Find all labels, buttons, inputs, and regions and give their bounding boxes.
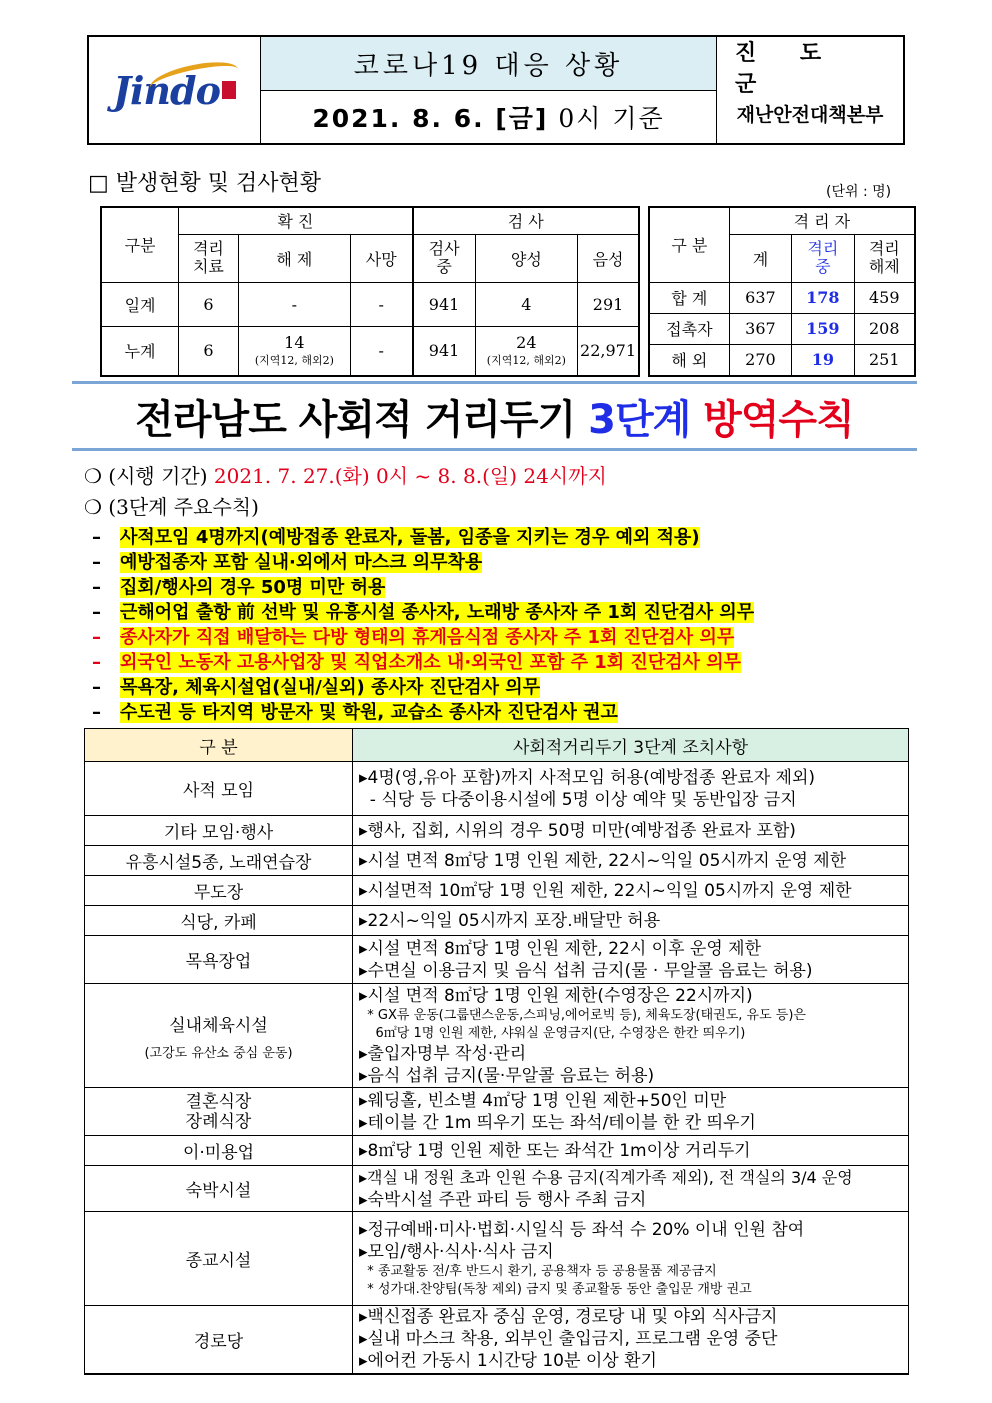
- cell-release-value: 14: [284, 333, 305, 353]
- cell-neg: 22,971: [578, 326, 639, 376]
- cell-death: -: [350, 282, 412, 326]
- table-row: [101, 282, 639, 326]
- report-date-bold: 2021. 8. 6. [금]: [312, 104, 549, 133]
- rule-item: – 목욕장, 체육시설업(실내/실외) 종사자 진단검사 의무: [92, 677, 541, 698]
- table-row: [649, 313, 915, 344]
- cell-released: 459: [854, 282, 915, 313]
- cell-pos-sub: (지역12, 해외2): [486, 354, 566, 368]
- col-head-during: 격리 중: [792, 234, 854, 282]
- banner-part3: 방역수칙: [703, 397, 854, 443]
- key-rules-label: ❍ (3단계 주요수칙): [84, 495, 259, 519]
- cell-during: 19: [792, 344, 854, 376]
- rule-item: – 수도권 등 타지역 방문자 및 학원, 교습소 종사자 진단검사 권고: [92, 702, 618, 723]
- row-content: [353, 936, 909, 984]
- row-content: [353, 1306, 909, 1374]
- banner-part2: 3단계: [588, 397, 704, 443]
- cell-treat: 6: [179, 326, 239, 376]
- divider-top: [72, 381, 917, 384]
- row-category: 사적 모임: [85, 762, 353, 816]
- rule-text: 외국인 노동자 고용사업장 및 직업소개소 내·외국인 포함 주 1회 진단검사 의무: [120, 652, 742, 673]
- row-content: [353, 1088, 909, 1136]
- cell-total: 637: [729, 282, 791, 313]
- content-line: * GX류 운동(그룹댄스운동,스피닝,에어로빅 등), 체육도장(태권도, 유도 등)은: [359, 1007, 806, 1023]
- org-name: 진 도 군: [735, 40, 840, 97]
- row-content: [353, 906, 909, 936]
- table-row: [85, 876, 909, 906]
- row-label: 합 계: [649, 282, 729, 313]
- table-row: [101, 326, 639, 376]
- table-row: [85, 762, 909, 816]
- cell-released: 208: [854, 313, 915, 344]
- content-line: * 성가대.찬양팀(독창 제외) 금지 및 종교활동 동안 출입문 개방 권고: [359, 1281, 752, 1297]
- row-content: [353, 876, 909, 906]
- col-head-group: 구분: [101, 207, 179, 282]
- row-content: [353, 1136, 909, 1166]
- cell-treat: 6: [179, 282, 239, 326]
- rule-item: – 외국인 노동자 고용사업장 및 직업소개소 내·외국인 포함 주 1회 진단검사 의무: [92, 652, 742, 673]
- row-label: 누계: [101, 326, 179, 376]
- col-head-isolated: 격 리 자: [729, 207, 915, 234]
- rule-text: 사적모임 4명까지(예방접종 완료자, 돌봄, 임종을 지키는 경우 예외 적용): [120, 527, 700, 548]
- cell-death: -: [350, 326, 412, 376]
- row-content: [353, 984, 909, 1088]
- row-content: [353, 846, 909, 876]
- col-head-test: 검 사: [413, 207, 639, 234]
- table-row: [85, 1166, 909, 1212]
- banner-title: [72, 388, 917, 445]
- section-title: □ 발생현황 및 검사현황: [88, 171, 322, 196]
- org-dept: 재난안전대책본부: [736, 103, 884, 126]
- stats-table-right: [648, 206, 916, 377]
- cell-testing: 941: [413, 326, 476, 376]
- rule-item: – 근해어업 출항 前 선박 및 유흥시설 종사자, 노래방 종사자 주 1회 진단검사 의무: [92, 602, 755, 623]
- cell-release: [238, 326, 350, 376]
- table-row: [85, 984, 909, 1088]
- row-category: 유흥시설5종, 노래연습장: [85, 846, 353, 876]
- table-row: [85, 846, 909, 876]
- col-head-total: 계: [729, 234, 791, 282]
- row-content: [353, 762, 909, 816]
- cell-during: 159: [792, 313, 854, 344]
- content-line: ▸정규예배·미사·법회·시일식 등 좌석 수 20% 이내 인원 참여: [359, 1219, 805, 1240]
- row-label: 해 외: [649, 344, 729, 376]
- page-title: 코로나19 대응 상황: [261, 37, 717, 91]
- cell-pos: 4: [475, 282, 577, 326]
- row-category: 종교시설: [85, 1212, 353, 1306]
- row-category: 기타 모임·행사: [85, 816, 353, 846]
- rule-text: 예방접종자 포함 실내·외에서 마스크 의무착용: [120, 552, 483, 573]
- content-line: ▸모임/행사·식사·식사 금지: [359, 1241, 554, 1262]
- content-line: * 종교활동 전/후 반드시 환기, 공용책자 등 공용물품 제공금지: [359, 1263, 717, 1279]
- content-line: ▸시설면적 10㎡당 1명 인원 제한, 22시~익일 05시까지 운영 제한: [359, 880, 852, 901]
- rule-text: 종사자가 직접 배달하는 다방 형태의 휴게음식점 종사자 주 1회 진단검사 의무: [120, 627, 735, 648]
- cell-during: 178: [792, 282, 854, 313]
- row-category-label: 실내체육시설: [169, 1015, 268, 1036]
- row-category-sub: (고강도 유산소 중심 운동): [144, 1045, 293, 1061]
- content-line: ▸시설 면적 8㎡당 1명 인원 제한(수영장은 22시까지): [359, 985, 753, 1006]
- table-row: [85, 1212, 909, 1306]
- content-line: ▸행사, 집회, 시위의 경우 50명 미만(예방접종 완료자 포함): [359, 820, 796, 841]
- cell-released: 251: [854, 344, 915, 376]
- cell-pos-value: 24: [516, 333, 537, 353]
- col-head-released: 격리 해제: [854, 234, 915, 282]
- rule-item: – 집회/행사의 경우 50명 미만 허용: [92, 577, 386, 598]
- table-row: [649, 282, 915, 313]
- row-content: [353, 1212, 909, 1306]
- col-head-content: 사회적거리두기 3단계 조치사항: [353, 729, 909, 762]
- row-content: [353, 1166, 909, 1212]
- content-line: ▸시설 면적 8㎡당 1명 인원 제한, 22시~익일 05시까지 운영 제한: [359, 850, 847, 871]
- table-row: [85, 906, 909, 936]
- cell-total: 270: [729, 344, 791, 376]
- content-line: ▸음식 섭취 금지(물·무알콜 음료는 허용): [359, 1065, 655, 1086]
- content-line: ▸에어컨 가동시 1시간당 10분 이상 환기: [359, 1351, 657, 1372]
- row-category: 무도장: [85, 876, 353, 906]
- cell-pos: [475, 326, 577, 376]
- col-head-treat: 격리 치료: [179, 234, 239, 282]
- content-line: ▸4명(영,유아 포함)까지 사적모임 허용(예방접종 완료자 제외): [359, 767, 816, 788]
- row-category: 숙박시설: [85, 1166, 353, 1212]
- cell-release: -: [238, 282, 350, 326]
- content-line: ▸8㎡당 1명 인원 제한 또는 좌석간 1m이상 거리두기: [359, 1140, 751, 1161]
- content-line: ▸22시~익일 05시까지 포장.배달만 허용: [359, 910, 661, 931]
- col-head-category: 구 분: [85, 729, 353, 762]
- row-category: 식당, 카페: [85, 906, 353, 936]
- rule-item: – 종사자가 직접 배달하는 다방 형태의 휴게음식점 종사자 주 1회 진단검사 의무: [92, 627, 735, 648]
- stats-table-left: [100, 206, 640, 377]
- col-head-group: 구 분: [649, 207, 729, 282]
- content-line: - 식당 등 다중이용시설에 5명 이상 예약 및 동반입장 금지: [359, 789, 797, 810]
- row-content: [353, 816, 909, 846]
- col-head-neg: 음성: [578, 234, 639, 282]
- row-category: [85, 984, 353, 1088]
- table-row: [85, 1088, 909, 1136]
- content-line: ▸객실 내 정원 초과 인원 수용 금지(직계가족 제외), 전 객실의 3/4 운영: [359, 1167, 853, 1187]
- divider-bottom: [72, 448, 917, 451]
- unit-label: (단위 : 명): [826, 184, 892, 200]
- rule-text: 근해어업 출항 前 선박 및 유흥시설 종사자, 노래방 종사자 주 1회 진단검사 의무: [120, 602, 755, 623]
- col-head-pos: 양성: [475, 234, 577, 282]
- row-category: 이·미용업: [85, 1136, 353, 1166]
- rule-text: 수도권 등 타지역 방문자 및 학원, 교습소 종사자 진단검사 권고: [120, 702, 618, 723]
- period-line: [84, 460, 607, 489]
- header-box: [87, 35, 905, 145]
- banner-part1: 전라남도 사회적 거리두기: [135, 397, 589, 443]
- rule-text: 목욕장, 체육시설업(실내/실외) 종사자 진단검사 의무: [120, 677, 541, 698]
- content-line: ▸실내 마스크 착용, 외부인 출입금지, 프로그램 운영 중단: [359, 1329, 778, 1350]
- row-category: 경로당: [85, 1306, 353, 1374]
- content-line: ▸시설 면적 8㎡당 1명 인원 제한, 22시 이후 운영 제한: [359, 938, 762, 959]
- rule-text: 집회/행사의 경우 50명 미만 허용: [120, 577, 386, 598]
- rule-item: – 사적모임 4명까지(예방접종 완료자, 돌봄, 임종을 지키는 경우 예외 적용): [92, 527, 700, 548]
- cell-testing: 941: [413, 282, 476, 326]
- col-head-release: 해 제: [238, 234, 350, 282]
- period-value: 2021. 7. 27.(화) 0시 ~ 8. 8.(일) 24시까지: [213, 464, 607, 488]
- logo-text: Jindo: [113, 67, 220, 113]
- row-category: 목욕장업: [85, 936, 353, 984]
- content-line: ▸출입자명부 작성·관리: [359, 1043, 527, 1064]
- col-head-confirmed: 확 진: [179, 207, 413, 234]
- table-row: [85, 1306, 909, 1374]
- rule-item: – 예방접종자 포함 실내·외에서 마스크 의무착용: [92, 552, 483, 573]
- content-line: 6㎡당 1명 인원 제한, 샤워실 운영금지(단, 수영장은 한칸 띄우기): [359, 1025, 746, 1041]
- content-line: ▸백신접종 완료자 중심 운영, 경로당 내 및 야외 식사금지: [359, 1307, 778, 1328]
- table-row: [85, 1136, 909, 1166]
- table-row: [85, 936, 909, 984]
- col-head-death: 사망: [350, 234, 412, 282]
- table-row: [649, 344, 915, 376]
- report-date: [261, 91, 717, 143]
- report-date-rest: 0시 기준: [558, 104, 665, 133]
- col-head-testing: 검사 중: [413, 234, 476, 282]
- cell-neg: 291: [578, 282, 639, 326]
- table-row: [85, 816, 909, 846]
- cell-release-sub: (지역12, 해외2): [254, 354, 334, 368]
- cell-total: 367: [729, 313, 791, 344]
- content-line: ▸숙박시설 주관 파티 등 행사 주최 금지: [359, 1189, 647, 1210]
- content-line: ▸수면실 이용금지 및 음식 섭취 금지(물 · 무알콜 음료는 허용): [359, 960, 813, 981]
- row-label: 접촉자: [649, 313, 729, 344]
- content-line: ▸웨딩홀, 빈소별 4㎡당 1명 인원 제한+50인 미만: [359, 1090, 727, 1111]
- content-line: ▸테이블 간 1m 띄우기 또는 좌석/테이블 한 칸 띄우기: [359, 1112, 756, 1133]
- row-category: 결혼식장 장례식장: [85, 1088, 353, 1136]
- measures-table: [84, 728, 909, 1375]
- row-label: 일계: [101, 282, 179, 326]
- period-label: ❍ (시행 기간): [84, 464, 208, 488]
